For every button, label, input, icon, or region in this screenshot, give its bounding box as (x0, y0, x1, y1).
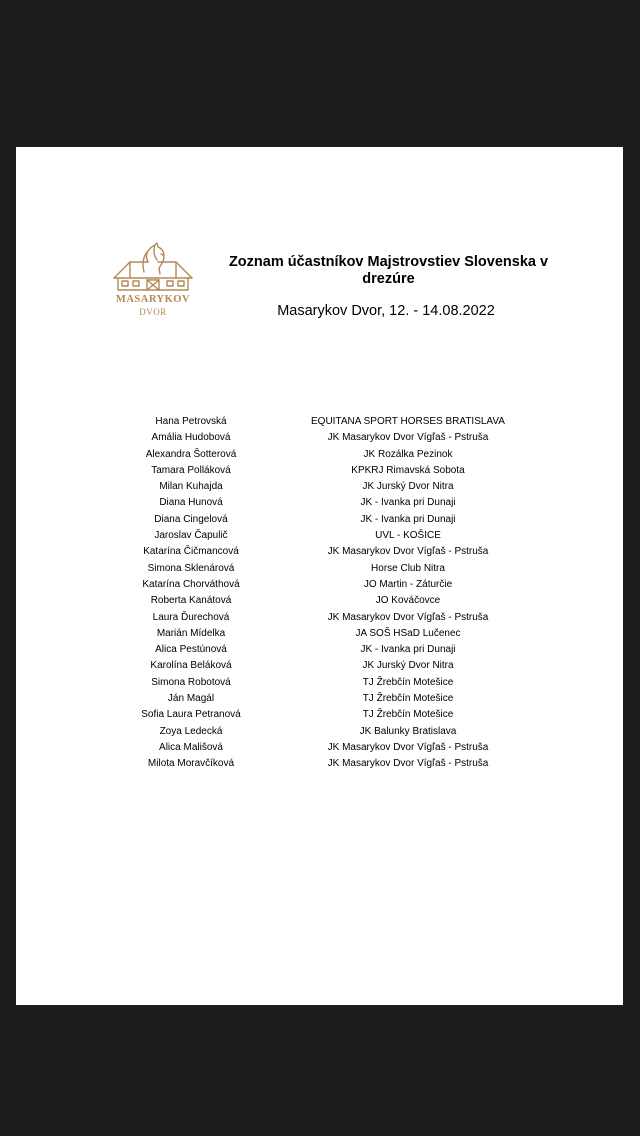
participant-row (116, 658, 546, 674)
participant-name: Katarína Čičmancová (143, 546, 239, 558)
participant-club: JK Jurský Dvor Nitra (362, 481, 454, 493)
participant-club: UVL - KOŠICE (375, 530, 441, 542)
participant-row (116, 447, 546, 463)
participant-row (116, 642, 546, 658)
participant-name: Alica Pestúnová (155, 644, 227, 656)
participant-club: TJ Žrebčín Motešice (362, 709, 454, 721)
participant-row (116, 495, 546, 511)
participant-name: Ján Magál (167, 693, 215, 705)
participant-name: Jaroslav Čapulič (154, 530, 228, 542)
participant-club: KPKRJ Rimavská Sobota (351, 464, 465, 476)
participant-row (116, 691, 546, 707)
participant-name: Tamara Polláková (151, 464, 231, 476)
participant-name: Marián Mídelka (156, 627, 226, 639)
participant-club: JO Martin - Záturčie (363, 578, 453, 590)
participant-club: JK Rozálka Pezinok (363, 448, 453, 460)
logo-text-dvor: DVOR (139, 307, 167, 317)
participant-row (116, 561, 546, 577)
participant-name: Milota Moravčíková (147, 758, 235, 770)
participant-name: Hana Petrovská (155, 416, 227, 427)
participant-name: Laura Ďurechová (152, 611, 230, 623)
document-title: Zoznam účastníkov Majstrovstiev Slovenska v drezúre (228, 254, 549, 287)
participant-row (116, 740, 546, 756)
participant-club: TJ Žrebčín Motešice (362, 693, 454, 705)
participant-row (116, 675, 546, 691)
participants-list (116, 414, 546, 773)
participant-name: Diana Hunová (159, 497, 223, 509)
participant-row (116, 430, 546, 446)
participant-row (116, 479, 546, 495)
horse-barn-logo-icon (108, 242, 198, 294)
logo-text-masarykov: MASARYKOV (115, 294, 191, 305)
participant-club: JK Jurský Dvor Nitra (362, 660, 454, 672)
participant-club: JK - Ivanka pri Dunaji (360, 644, 456, 656)
participant-row (116, 626, 546, 642)
participant-club: Horse Club Nitra (371, 562, 445, 574)
participant-row (116, 707, 546, 723)
document-page (16, 147, 623, 1005)
participant-club: JK - Ivanka pri Dunaji (360, 513, 456, 525)
participant-name: Milan Kuhajda (159, 481, 223, 493)
participant-club: JK - Ivanka pri Dunaji (360, 497, 456, 509)
participant-name: Diana Cingelová (154, 513, 228, 525)
participant-row (116, 610, 546, 626)
participant-name: Katarína Chorváthová (142, 578, 240, 590)
participant-row (116, 724, 546, 740)
participant-club: JO Kováčovce (375, 595, 441, 607)
participant-row (116, 512, 546, 528)
participant-row (116, 756, 546, 772)
participant-club: TJ Žrebčín Motešice (362, 676, 454, 688)
participant-row (116, 463, 546, 479)
participant-name: Simona Robotová (151, 676, 231, 688)
participant-row (116, 528, 546, 544)
participant-name: Alica Mališová (159, 741, 223, 753)
participant-club: JK Masarykov Dvor Vígľaš - Pstruša (327, 546, 489, 558)
participant-club: JK Masarykov Dvor Vígľaš - Pstruša (327, 432, 489, 444)
participant-row (116, 544, 546, 560)
participant-club: JA SOŠ HSaD Lučenec (355, 627, 461, 639)
participant-name: Alexandra Šotterová (145, 448, 237, 460)
masarykov-dvor-logo (108, 242, 198, 332)
participant-name: Zoya Ledecká (159, 725, 223, 737)
participant-name: Karolína Beláková (150, 660, 232, 672)
participant-row (116, 414, 546, 430)
participant-club: EQUITANA SPORT HORSES BRATISLAVA (311, 416, 505, 427)
participant-club: JK Masarykov Dvor Vígľaš - Pstruša (327, 741, 489, 753)
document-subtitle: Masarykov Dvor, 12. - 14.08.2022 (277, 303, 495, 319)
participant-club: JK Masarykov Dvor Vígľaš - Pstruša (327, 758, 489, 770)
participant-row (116, 577, 546, 593)
participant-row (116, 593, 546, 609)
participant-club: JK Masarykov Dvor Vígľaš - Pstruša (327, 611, 489, 623)
participant-club: JK Balunky Bratislava (359, 725, 457, 737)
participant-name: Roberta Kanátová (150, 595, 232, 607)
participant-name: Sofia Laura Petranová (141, 709, 241, 721)
participant-name: Amália Hudobová (151, 432, 231, 444)
participant-name: Simona Sklenárová (147, 562, 235, 574)
